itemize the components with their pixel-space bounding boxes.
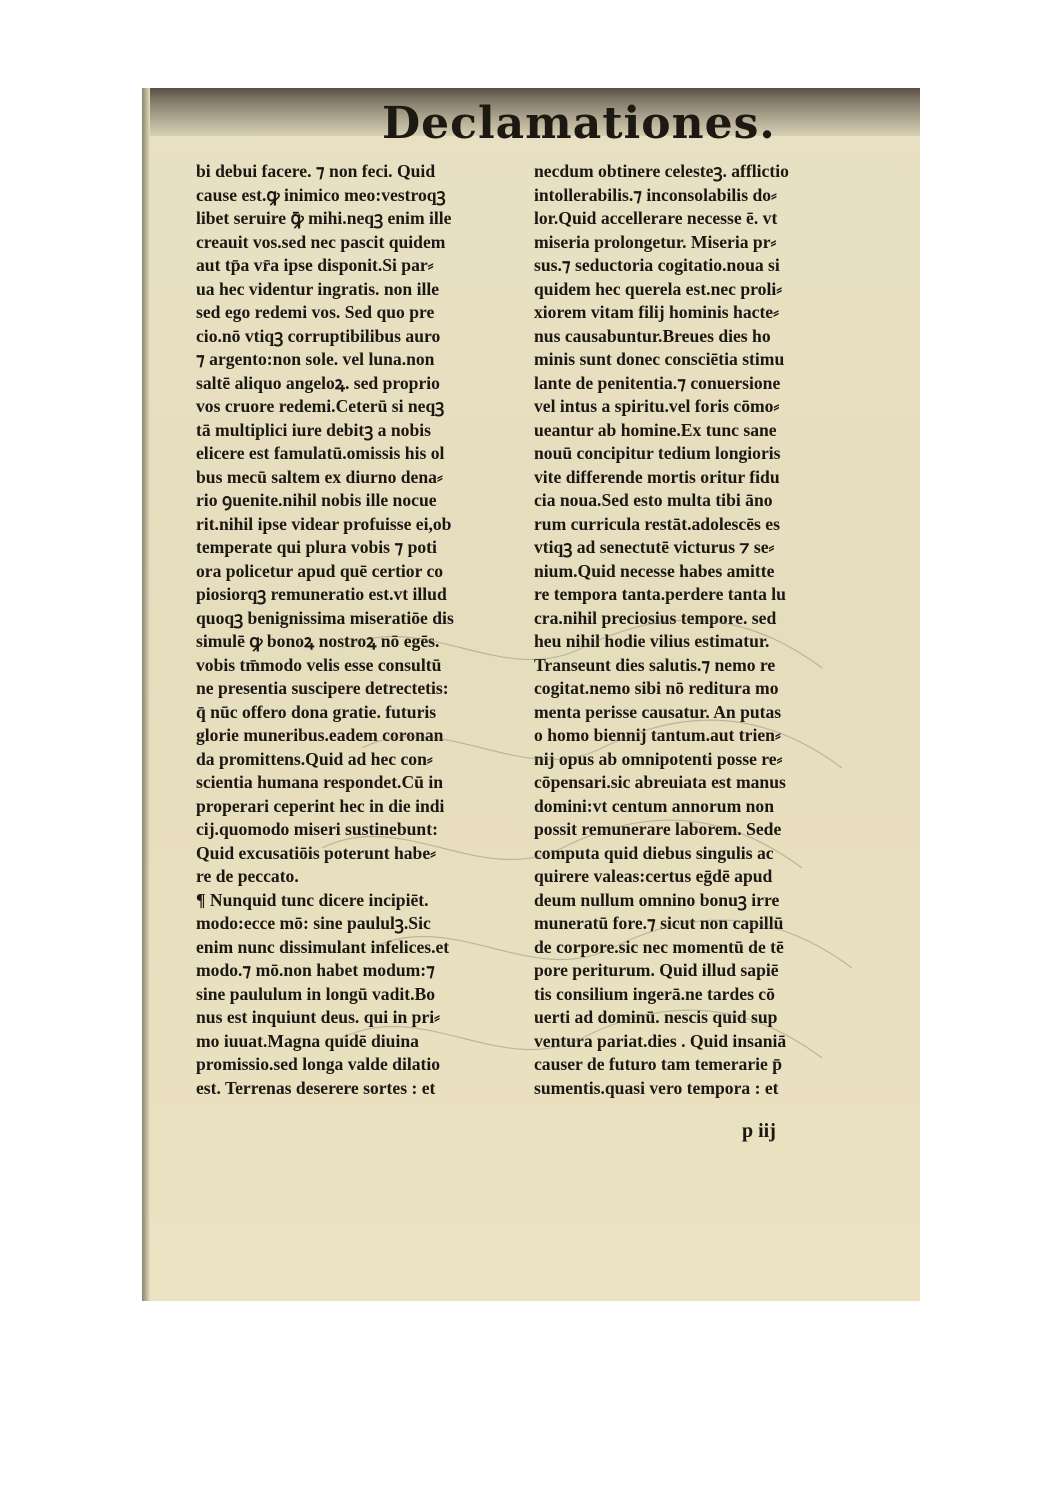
- text-line: cia noua.Sed esto multa tibi āno: [534, 490, 773, 510]
- text-line: cause est.ꝙ inimico meo:vestroqꝫ: [196, 184, 446, 205]
- text-line: aut tp̄a vr̄a ipse disponit.Si par⸗: [196, 255, 434, 275]
- text-line: necdum obtinere celesteꝫ. afflictio: [534, 161, 789, 181]
- text-line: lor.Quid accellerare necesse ē. vt: [534, 208, 778, 228]
- text-line: pore periturum. Quid illud sapiē: [534, 960, 779, 980]
- text-line: o homo biennij tantum.aut trien⸗: [534, 725, 781, 745]
- text-line: Transeunt dies salutis.⁊ nemo re: [534, 654, 776, 675]
- text-line: bi debui facere. ⁊ non feci. Quid: [196, 161, 436, 181]
- text-line: enim nunc dissimulant infelices.et: [196, 936, 450, 957]
- text-line: intollerabilis.⁊ inconsolabilis do⸗: [534, 184, 777, 205]
- text-line: sed ego redemi vos. Sed quo pre: [196, 302, 435, 322]
- text-line: xiorem vitam filij hominis hacte⸗: [534, 302, 779, 322]
- book-page-photo: [142, 88, 920, 1301]
- text-line: ventura pariat.dies . Quid insaniā: [534, 1030, 787, 1051]
- signature-mark: p iij: [742, 1120, 776, 1142]
- text-line: cio.nō vtiqꝫ corruptibilibus auro: [196, 325, 441, 346]
- text-line: vos cruore redemi.Ceterū si neqꝫ: [196, 396, 445, 416]
- text-line: rit.nihil ipse videar profuisse ei,ob: [196, 513, 452, 534]
- text-line: ¶ Nunquid tunc dicere incipiēt.: [196, 889, 429, 910]
- text-line: properari ceperint hec in die indi: [196, 795, 445, 816]
- text-line: rum curricula restāt.adolescēs es: [534, 513, 780, 534]
- text-line: possit remunerare laborem. Sede: [534, 819, 782, 839]
- text-line: modo.⁊ mō.non habet modum:⁊: [196, 960, 435, 980]
- text-line: nij opus ab omnipotenti posse re⸗: [534, 748, 783, 769]
- text-line: cōpensari.sic abreuiata est manus: [534, 772, 786, 792]
- text-line: ora policetur apud quē certior co: [196, 560, 444, 581]
- text-line: ne presentia suscipere detrectetis:: [196, 678, 449, 698]
- text-line: piosiorqꝫ remuneratio est.vt illud: [196, 584, 447, 604]
- text-line: vobis tm̄modo velis esse consultū: [196, 654, 442, 675]
- text-line: nus causabuntur.Breues dies ho: [534, 325, 771, 346]
- text-line: cra.nihil preciosius tempore. sed: [534, 607, 777, 628]
- text-line: nium.Quid necesse habes amitte: [534, 560, 775, 581]
- left-text-column: [196, 160, 521, 1100]
- text-line: glorie muneribus.eadem coronan: [196, 725, 444, 745]
- running-title: Declamationes.: [382, 98, 776, 149]
- text-line: tā multiplici iure debitꝫ a nobis: [196, 419, 431, 440]
- text-line: re tempora tanta.perdere tanta lu: [534, 584, 786, 604]
- text-line: minis sunt donec consciētia stimu: [534, 349, 785, 369]
- text-line: ua hec videntur ingratis. non ille: [196, 278, 440, 299]
- text-line: tis consilium ingerā.ne tardes cō: [534, 983, 775, 1004]
- text-line: bus mecū saltem ex diurno dena⸗: [196, 466, 443, 487]
- right-text-column: [534, 160, 859, 1100]
- text-line: quirere valeas:certus eḡdē apud: [534, 866, 773, 886]
- text-line: scientia humana respondet.Cū in: [196, 772, 444, 792]
- text-line: sine paululum in longū vadit.Bo: [196, 983, 436, 1004]
- text-line: simulē ꝙ bonoꝝ nostroꝝ nō egēs.: [196, 631, 440, 651]
- text-line: menta perisse causatur. An putas: [534, 701, 782, 722]
- text-line: cogitat.nemo sibi nō reditura mo: [534, 678, 779, 698]
- text-line: da promittens.Quid ad hec con⸗: [196, 748, 433, 769]
- text-line: nouū concipitur tedium longioris: [534, 443, 781, 463]
- text-line: cij.quomodo miseri sustinebunt:: [196, 819, 438, 839]
- text-line: est. Terrenas deserere sortes : et: [196, 1077, 436, 1098]
- text-line: promissio.sed longa valde dilatio: [196, 1054, 441, 1074]
- text-line: ⁊ argento:non sole. vel luna.non: [196, 349, 435, 369]
- text-line: re de peccato.: [196, 866, 299, 886]
- text-line: modo:ecce mō: sine paululꝫ.Sic: [196, 913, 431, 933]
- text-line: q̄ nūc offero dona gratie. futuris: [196, 701, 437, 722]
- text-line: nus est inquiunt deus. qui in pri⸗: [196, 1007, 440, 1027]
- text-line: rio ꝯuenite.nihil nobis ille nocue: [196, 490, 437, 510]
- text-line: saltē aliquo angeloꝝ. sed proprio: [196, 372, 440, 393]
- text-line: lante de penitentia.⁊ conuersione: [534, 372, 781, 393]
- text-line: vel intus a spiritu.vel foris cōmo⸗: [534, 396, 780, 416]
- page-left-edge: [142, 88, 150, 1301]
- text-line: miseria prolongetur. Miseria pr⸗: [534, 231, 777, 252]
- text-line: mo iuuat.Magna quidē diuina: [196, 1030, 419, 1051]
- text-line: elicere est famulatū.omissis his ol: [196, 443, 445, 463]
- text-line: sumentis.quasi vero tempora : et: [534, 1077, 779, 1098]
- text-line: uerti ad dominū. nescis quid sup: [534, 1007, 778, 1027]
- text-line: temperate qui plura vobis ⁊ poti: [196, 537, 437, 557]
- text-line: libet seruire ꝙ̄ mihi.neqꝫ enim ille: [196, 208, 452, 228]
- text-line: sus.⁊ seductoria cogitatio.noua si: [534, 255, 780, 275]
- text-line: heu nihil hodie vilius estimatur.: [534, 631, 770, 651]
- text-line: creauit vos.sed nec pascit quidem: [196, 231, 446, 252]
- text-line: deum nullum omnino bonuꝫ irre: [534, 889, 780, 910]
- text-line: domini:vt centum annorum non: [534, 795, 774, 816]
- text-line: vite differende mortis oritur fidu: [534, 466, 780, 487]
- text-line: causer de futuro tam temerarie p̄: [534, 1054, 783, 1074]
- text-line: Quid excusatiōis poterunt habe⸗: [196, 842, 436, 863]
- text-line: vtiqꝫ ad senectutē victurus ⁊ se⸗: [534, 537, 775, 557]
- text-line: ueantur ab homine.Ex tunc sane: [534, 419, 777, 440]
- text-line: muneratū fore.⁊ sicut non capillū: [534, 913, 784, 933]
- text-line: quidem hec querela est.nec proli⸗: [534, 278, 783, 299]
- text-line: de corpore.sic nec momentū de tē: [534, 936, 784, 957]
- text-line: computa quid diebus singulis ac: [534, 842, 774, 863]
- text-line: quoqꝫ benignissima miseratiōe dis: [196, 607, 454, 628]
